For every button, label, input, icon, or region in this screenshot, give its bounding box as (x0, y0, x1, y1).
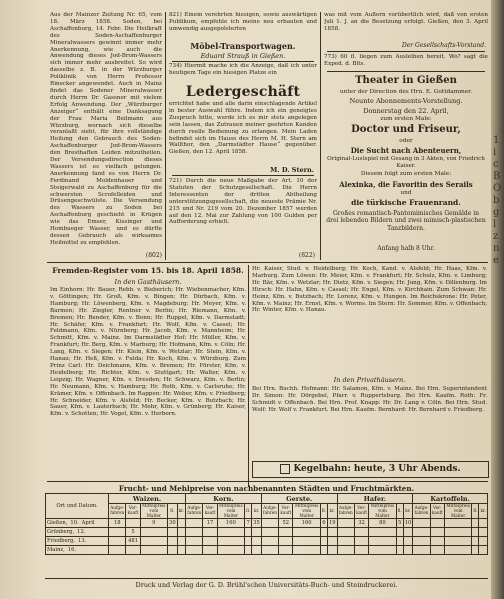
price-cell (217, 528, 244, 537)
price-cell (472, 537, 479, 546)
grain-subheader-cell: Ver-kauft (430, 504, 444, 519)
place-day: 12. (77, 529, 86, 536)
price-cell (279, 528, 293, 537)
ad-rule (327, 51, 485, 52)
grain-row (46, 528, 488, 537)
price-cell (430, 546, 444, 555)
price-cell (126, 546, 140, 555)
price-cell: 10 (404, 520, 412, 527)
waizen-header: Waizen. (109, 494, 186, 504)
price-cell (413, 537, 430, 546)
ad-rule (172, 61, 314, 62)
price-cell (177, 528, 185, 537)
grain-subheader-cell: kr. (479, 504, 488, 519)
price-cell (245, 546, 252, 555)
price-cell: 80 (369, 519, 396, 528)
theater-und: und (400, 190, 412, 196)
price-cell (396, 546, 403, 555)
price-cell (337, 546, 354, 555)
price-cell (293, 528, 320, 537)
price-cell (369, 537, 396, 546)
grain-row (46, 519, 488, 528)
price-cell (245, 537, 252, 546)
fremden-register-title: Fremden-Register vom 15. bis 18. April 1858. (52, 266, 244, 275)
price-cell (126, 519, 140, 528)
price-cell (186, 528, 203, 537)
grain-subheader-cell: fl. (472, 504, 479, 519)
price-cell (252, 546, 262, 555)
grain-table-body (46, 519, 488, 555)
guest-list-left: Im Einhorn: Hr. Bauer, Rebb. v. Bieberich; Hr. Wiebenmacher, Kfm. v. Göttingen; Hr. Groß, Kfm. v. Bingen; Hr. Dürbach, Kfm. v. Hamburg; Hr. Löwenberg, Kfm. v. Magdeburg; Hr. Meyer, Kfm. v. Barmen; Hr. Ziegler, Rentner v. Berlin; Hr. Riemann, Kfm. v. Bremen; Hr. Bender, Kfm. v. Bonn; Hr. Ruppel, Kfm. v. Darmstadt; Hr. Schäfer, Kfm. v. Frankfurt; Hr. Wolf, Kfm. v. Cassel; Hr. Feldmann, Kfm. v. Nürnberg; Hr. Jacob, Kfm. v. Mannheim; Hr. Schmitt, Kfm. v. Mainz. Im Darmstädter Hof: Hr. Müller, Kfm. v. Frankfurt; Hr. Berg, Kfm. v. Marburg; Hr. Hofmann, Kfm. v. Cöln; Hr. Lang, Kfm. v. Siegen; Hr. Klein, Kfm. v. Wetzlar; Hr. Stein, Kfm. v. Hanau; Hr. Heß, Kfm. v. Fulda; Hr. Koch, Kfm. v. Würzburg. Zum Prinz Carl: Hr. Deichmann, Kfm. v. Bremen; Hr. Förster, Kfm. v. Heidelberg; Hr. Richter, Kfm. v. Stuttgart; Hr. Walter, Kfm. v. Leipzig; Hr. Wagner, Kfm. v. Dresden; Hr. Schwarz, Kfm. v. Berlin; Hr. Neumann, Kfm. v. Hamburg; Hr. Roth, Kfm. v. Carlsruhe; Hr. Krämer, Kfm. v. Offenbach. Im Rappen: Hr. Weber, Kfm. v. Friedberg; Hr. Schneider, Kfm. v. Alsfeld; Hr. Becker, Kfm. v. Butzbach; Hr. Sauer, Kfm. v. Lauterbach; Hr. Mohr, Kfm. v. Grünberg; Hr. Kaiser, Kfm. v. Schotten; Hr. Vogel, Kfm. v. Herborn. (50, 287, 246, 418)
grain-subheader-cell: kr. (403, 504, 413, 519)
grain-subheader-cell: fl. (245, 504, 252, 519)
price-cell (177, 546, 185, 555)
theater-first-time: zum ersten Male: (380, 116, 432, 122)
price-cell (186, 519, 203, 528)
price-cell: 6 (322, 520, 326, 527)
transport-ad-intro: 821) Einem verehrten hiesigen, sowie auswärtigen Publikum, empfehle ich meine neu erbauten und umwendig ausgepolsterten (169, 12, 317, 32)
price-cell: 35 (253, 520, 260, 527)
place-day: 16. (67, 547, 77, 554)
grain-subheader-cell: Ver-kauft (203, 504, 217, 519)
grain-subheader-cell: Ver-kauft (126, 504, 140, 519)
price-cell (403, 537, 413, 546)
theater-play3: die türkische Frauenrand. (351, 198, 461, 207)
grain-subheader-cell: Mittelpreis vom Malter (370, 503, 395, 518)
grain-subheader-cell: fl. (168, 504, 178, 519)
price-cell (252, 528, 262, 537)
column-rule (248, 265, 249, 487)
price-cell: 7 (246, 520, 250, 527)
grain-subheader-cell: Mittelpreis vom Malter (142, 503, 166, 518)
place-day: 10. (70, 520, 79, 527)
price-cell (479, 546, 488, 555)
leder-signature: M. D. Stern. (270, 166, 314, 174)
price-cell (217, 537, 244, 546)
mainzer-zeitung-article: Aus der Mainzer Zeitung Nr. 65, vom 18. März 1858. Soden, bei Aschaffenburg, 14. Febr. Die Heilkraft des Soden-Aschaffenburger Mineralwassers gewinnt immer mehr Anerkennung, wie auch die Anwendung dieses Jod-Brom-Wassers sich immer mehr ausbreitet. So wird dasselbe z. B. in der Würzburger Poliklinik von Herrn Professor Rinecker angewendet. Auch in Mainz findet das Sodener Mineralwasser durch Herrn Dr. Gassner mit vielem Erfolg Anwendung. Der „Würzburger Anzeiger“ enthält eine Danksagung der Frau Maria Beilmann aus Würzburg, wornach sich dieselbe veranlaßt sieht, für ihre vollständige Heilung den Gebrauch des Soden-Aschaffenburger Jod-Brom-Wassers den Bresthaften Leiden mitzutheilen. Der Versendungsdirection dieses Wassers ist es vielfach gelungen. Anerkennung fand es von Herrn Dr. Ferdinand Moldenhauer und Steigerwald zu Aschaffenburg für die schwersten Scrofelleiden und Drüsengeschwülste. Die Versendung des Wassers zu Soden bei Aschaffenburg geschieht in Krügen wie das Emser, Kissinger und Hombueger Wasser, und es dürfte dessen Gebrauch als wirksames Heilmittel zu empfehlen. (50, 12, 162, 246)
ad-rule (172, 175, 314, 176)
place-place: Mainz, (47, 547, 65, 554)
price-cell (479, 519, 488, 528)
grain-subheader-cell: fl. (320, 504, 327, 519)
price-cell (337, 537, 354, 546)
price-cell (293, 546, 320, 555)
price-cell (472, 519, 479, 528)
moebel-heading: Möbel-Transportwagen. (190, 41, 296, 51)
price-cell (203, 528, 217, 537)
price-cell (354, 528, 368, 537)
book-edge (491, 0, 504, 599)
price-cell (140, 537, 167, 546)
privathaeuser-subheading: In den Privathäusern. (333, 376, 406, 384)
grain-subheader-cell: Aufge-fahren (413, 504, 430, 519)
price-cell (327, 546, 337, 555)
price-cell (203, 537, 217, 546)
ad-number: (802) (145, 252, 162, 259)
price-cell (279, 546, 293, 555)
leder-ad-intro: 734) Hiermit mache ich die Anzeige, daß ich unter heutigem Tage ein hiesigen Platze ein (169, 63, 317, 76)
theater-description2: Großes romantisch-Pantomimisches Gemälde in drei lebenden Bildern und zwei mimisch-plastischen Tanzbildern. (326, 210, 486, 232)
gasthaeuser-subheading: In den Gasthäusern. (114, 278, 182, 286)
hafer-header: Hafer. (337, 494, 413, 504)
grain-subheader-cell: Mittelpreis vom Malter (294, 503, 319, 518)
grain-row (46, 546, 488, 555)
price-cell (430, 519, 444, 528)
loan-notice: 773) 60 fl. liegen zum Ausleihen bereit. Wo? sagt die Exped. d. Blts. (324, 54, 488, 67)
price-cell (245, 528, 252, 537)
society-signature: Der Gesellschafts-Vorstand. (401, 42, 486, 49)
printer-footer: Druck und Verlag der G. D. Brühl'schen Universitäts-Buch- und Steindruckerei. (135, 581, 398, 589)
theater-date: Donnerstag den 22. April, (363, 107, 449, 115)
price-cell: 5 (126, 528, 140, 537)
column-rule (165, 12, 166, 260)
price-cell: 52 (279, 519, 293, 528)
grain-subheader-cell: Mittelpreis vom Malter (446, 503, 470, 518)
theater-subtitle: Die Sucht nach Abenteuern, (350, 146, 462, 155)
price-cell: 160 (293, 519, 320, 528)
place-day: 13. (77, 538, 87, 545)
price-cell (444, 528, 471, 537)
price-cell (168, 528, 178, 537)
price-cell (413, 528, 430, 537)
price-cell (217, 546, 244, 555)
society-notice: was mit vom Außern vorübertlich wird, daß von ersten Juli 1. J. an die Besetzung erfolgt. Gießen, den 3. April 1858. (324, 12, 488, 32)
theater-abonnement: Neunte Abonnements-Vorstellung. (349, 97, 463, 105)
price-cell (403, 546, 413, 555)
theater-oder: oder (399, 138, 413, 144)
theater-title: Theater in Gießen (355, 75, 457, 86)
price-cell (444, 519, 471, 528)
grain-subheader-cell: kr. (177, 504, 185, 519)
price-cell (403, 528, 413, 537)
grain-subheader-cell: Mittelpreis vom Malter (219, 503, 243, 518)
place-date-cell (46, 546, 109, 555)
price-cell (186, 537, 203, 546)
theater-start-time: Anfang halb 8 Uhr. (377, 245, 435, 252)
section-rule (47, 481, 488, 482)
leder-ad-body: errichtet habe und alle darin einschlagende Artikel in bester Auswahl führe. Indem ich ein geneigtes Zuspruch bitte, werde ich es mir stets angelegen sein lassen, das Zutrauen meiner geehrten Kunden durch reelle Bedienung zu erlangen. Mein Laden befindet sich im Hause des Herrn M. H. Stern am Wallthor, den „Darmstädter Hause“ gegenüber. Gießen, den 12. April 1858. (169, 101, 317, 156)
theater-play2: Alexinka, die Favoritin des Serails (339, 180, 473, 189)
price-cell: 160 (217, 519, 244, 528)
place-place: Friedberg, (47, 538, 75, 545)
price-cell (320, 546, 327, 555)
price-cell (177, 537, 185, 546)
place-month: April (81, 520, 95, 527)
place-place: Grünberg, (47, 529, 75, 536)
price-cell: 32 (354, 519, 368, 528)
price-cell (430, 537, 444, 546)
price-cell (109, 546, 126, 555)
price-cell (472, 546, 479, 555)
price-cell (261, 528, 278, 537)
theater-play-title: Doctor und Friseur, (351, 124, 461, 135)
grain-subheader-cell: kr. (252, 504, 262, 519)
grain-subheader-cell: Ver-kauft (354, 504, 368, 519)
theater-direction: unter der Direction des Hrn. E. Gottdammer. (339, 89, 473, 95)
price-cell (320, 537, 327, 546)
grain-subheader-cell: Aufge-fahren (261, 504, 278, 519)
price-cell (109, 528, 126, 537)
ledergeschaeft-heading: Ledergeschäft (185, 84, 301, 100)
ad-number: (822) (298, 252, 315, 259)
price-cell: 9 (140, 519, 167, 528)
price-cell (168, 537, 178, 546)
price-cell: 5 (397, 520, 402, 527)
checkbox-square-icon (280, 464, 290, 474)
price-cell (354, 546, 368, 555)
price-cell (252, 537, 262, 546)
price-cell (396, 537, 403, 546)
guest-list-right: Hr. Kaiser, Stud. v. Heidelberg; Hr. Koch, Kand. v. Alsfeld; Hr. Haas, Kfm. v. Marburg. Zum Löwen: Hr. Meier, Kfm. v. Frankfurt; Hr. Schulz, Kfm. v. Limburg; Hr. Bär, Kfm. v. Wetzlar; Hr. Dietz, Kfm. v. Siegen; Hr. Jung, Kfm. v. Dillenburg. Im Hirsch: Hr. Hahn, Kfm. v. Cassel; Hr. Engel, Kfm. v. Kirchhain. Zum Schwan: Hr. Heinz, Kfm. v. Butzbach; Hr. Lorenz, Kfm. v. Hungen. Im Reichskrone: Hr. Peter, Kfm. v. Mainz; Hr. Ernst, Kfm. v. Worms. Im Stern: Hr. Sommer, Kfm. v. Offenbach; Hr. Winter, Kfm. v. Hanau. (252, 266, 487, 314)
price-cell (140, 546, 167, 555)
price-cell (261, 546, 278, 555)
column-rule (320, 12, 321, 260)
grain-subheader-cell: fl. (396, 504, 403, 519)
price-cell (327, 528, 337, 537)
kartoffeln-header: Kartoffeln. (413, 494, 488, 504)
grain-subheader-cell: Aufge-fahren (186, 504, 203, 519)
price-cell: 481 (126, 537, 140, 546)
price-cell (168, 546, 178, 555)
price-cell: 19 (328, 520, 336, 527)
price-cell (109, 537, 126, 546)
grain-prices-title: Frucht- und Mehlpreise von nachbenannten Städten und Fruchtmärkten. (118, 484, 415, 493)
price-cell (354, 537, 368, 546)
price-cell (279, 537, 293, 546)
footer-rule (45, 578, 488, 579)
price-cell (186, 546, 203, 555)
price-cell (337, 528, 354, 537)
price-cell: 18 (109, 519, 126, 528)
place-place: Gießen, (47, 520, 68, 527)
kegelbahn-notice: Kegelbahn: heute, 3 Uhr Abends. (252, 461, 489, 478)
grain-subheader-cell: kr. (327, 504, 337, 519)
theater-description: Original-Lustspiel mit Gesang in 3 Akten, von Friedrich Kaiser. (327, 156, 485, 169)
price-cell (203, 546, 217, 555)
price-cell (369, 528, 396, 537)
price-cell (430, 528, 444, 537)
theater-following: Diesem folgt zum ersten Male: (360, 171, 452, 177)
transport-signature: Eduard Strauß in Gießen. (200, 52, 286, 60)
price-cell (479, 537, 488, 546)
price-cell (177, 519, 185, 528)
price-cell (320, 528, 327, 537)
price-cell (293, 537, 320, 546)
price-cell (444, 537, 471, 546)
place-date-cell (46, 528, 109, 537)
korn-header: Korn. (186, 494, 262, 504)
price-cell (479, 528, 488, 537)
price-cell (337, 519, 354, 528)
price-cell (413, 546, 430, 555)
statutes-notice: 721) Durch die neue Maßgabe der Art. 10 der Statuten der Schutzgesellschaft. Die Herrn Interessenten der dritten Abtheilung unterstützungsgesellschaft, die neueste Prämie Nr. 215 und Nr. 219 vom 20. Dezember 1857 werden auf den 12. Mai zur Zahlung von 100 Gulden per Aufforderung erhielt. (169, 178, 317, 226)
gerste-header: Gerste. (261, 494, 337, 504)
ad-rule (327, 71, 485, 72)
price-cell: 30 (169, 520, 176, 527)
price-cell (261, 519, 278, 528)
price-cell (413, 519, 430, 528)
grain-subheader-cell: Aufge-fahren (337, 504, 354, 519)
price-cell (261, 537, 278, 546)
grain-row (46, 537, 488, 546)
price-cell (140, 528, 167, 537)
section-rule (47, 262, 488, 263)
grain-subheader-cell: Aufge-fahren (109, 504, 126, 519)
grain-price-table (45, 493, 488, 555)
place-date-header: Ort und Datum. (46, 494, 109, 519)
price-cell (327, 537, 337, 546)
grain-subheader-row (46, 504, 488, 519)
edge-letters: 1 i c B O b g l z n e (493, 135, 502, 266)
price-cell (369, 546, 396, 555)
private-guest-list: Bei Hrn. Buchh. Hofmann: Hr. Salamon, Kfm. v. Mainz. Bei Hrn. Superintendent Dr. Simon: Hr. Dörgebel, Pfarr. v. Ruppertsburg. Bei Hrn. Kaufm. Roth: Fr. Schmidt v. Offenbach. Bei Hrn. Prof. Knapp: Hr. Dr. Lang v. Cöln. Bei Hrn. Stud. Wolf: Hr. Wolf v. Frankfurt. Bei Hrn. Kaufm. Bernhard: Hr. Bernhard v. Friedberg. (252, 386, 487, 413)
price-cell (472, 528, 479, 537)
price-cell: 17 (203, 519, 217, 528)
price-cell (444, 546, 471, 555)
grain-subheader-cell: Ver-kauft (279, 504, 293, 519)
place-date-cell (46, 537, 109, 546)
price-cell (396, 528, 403, 537)
place-date-cell (46, 519, 109, 528)
